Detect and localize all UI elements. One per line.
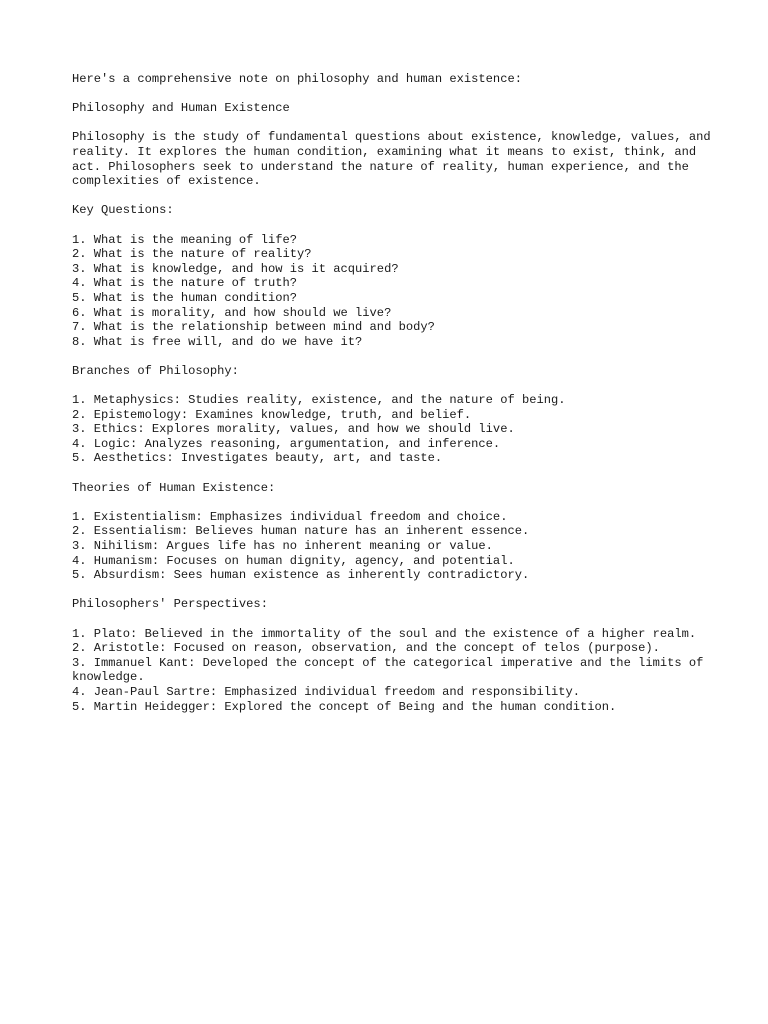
list-item: 4. Humanism: Focuses on human dignity, agency, and potential. (72, 553, 515, 568)
list-item: 1. Metaphysics: Studies reality, existence, and the nature of being. (72, 393, 566, 408)
list-item: 5. What is the human condition? (72, 290, 297, 305)
document-page (72, 72, 712, 729)
list-item: 3. What is knowledge, and how is it acquired? (72, 261, 399, 276)
list-item: 2. Essentialism: Believes human nature has an inherent essence. (72, 524, 530, 539)
list-item: 2. Aristotle: Focused on reason, observation, and the concept of telos (purpose). (72, 641, 660, 656)
key-questions-heading: Key Questions: (72, 203, 174, 218)
list-item: 1. Existentialism: Emphasizes individual freedom and choice. (72, 509, 508, 524)
list-item: 3. Immanuel Kant: Developed the concept of the categorical imperative and the limits of knowledge. (72, 655, 711, 685)
branches-list (72, 393, 712, 466)
list-item: 6. What is morality, and how should we live? (72, 305, 392, 320)
list-item: 1. Plato: Believed in the immortality of the soul and the existence of a higher realm. (72, 626, 697, 641)
list-item: 2. Epistemology: Examines knowledge, truth, and belief. (72, 407, 472, 422)
intro-line: Here's a comprehensive note on philosophy and human existence: (72, 72, 522, 86)
list-item: 4. What is the nature of truth? (72, 276, 297, 291)
list-item: 4. Logic: Analyzes reasoning, argumentation, and inference. (72, 436, 501, 451)
list-item: 7. What is the relationship between mind and body? (72, 320, 435, 335)
theories-list (72, 510, 712, 583)
list-item: 8. What is free will, and do we have it? (72, 334, 363, 349)
branches-heading: Branches of Philosophy: (72, 363, 239, 378)
list-item: 5. Aesthetics: Investigates beauty, art, and taste. (72, 451, 443, 466)
document-title: Philosophy and Human Existence (72, 101, 290, 116)
intro-paragraph: Philosophy is the study of fundamental questions about existence, knowledge, values, and reality. It explores the human condition, examining what it means to exist, think, and act. Philosophers seek to understand the nature of reality, human experience, and the complexities of existence. (72, 130, 711, 189)
key-questions-list (72, 233, 712, 350)
list-item: 2. What is the nature of reality? (72, 247, 312, 262)
theories-heading: Theories of Human Existence: (72, 480, 276, 495)
perspectives-list (72, 627, 712, 715)
list-item: 4. Jean-Paul Sartre: Emphasized individual freedom and responsibility. (72, 684, 581, 699)
list-item: 1. What is the meaning of life? (72, 232, 297, 247)
list-item: 3. Ethics: Explores morality, values, and how we should live. (72, 422, 515, 437)
list-item: 3. Nihilism: Argues life has no inherent meaning or value. (72, 539, 493, 553)
list-item: 5. Martin Heidegger: Explored the concept of Being and the human condition. (72, 699, 617, 714)
list-item: 5. Absurdism: Sees human existence as inherently contradictory. (72, 568, 530, 583)
perspectives-heading: Philosophers' Perspectives: (72, 597, 268, 612)
